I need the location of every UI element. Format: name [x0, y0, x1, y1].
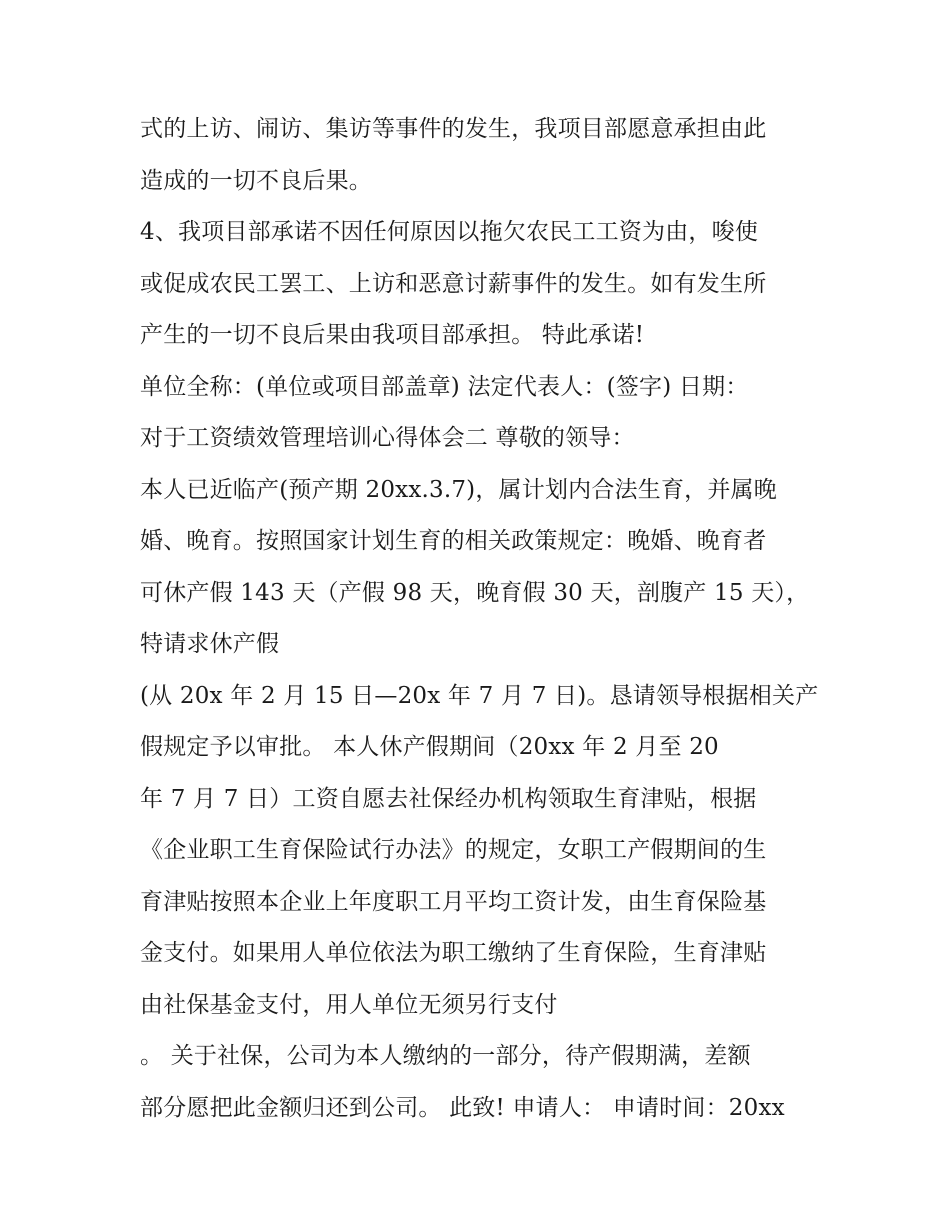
text-line: 单位全称：(单位或项目部盖章) 法定代表人：(签字) 日期： [140, 373, 749, 400]
text-line: 《企业职工生育保险试行办法》的规定，女职工产假期间的生 [140, 837, 767, 863]
text-line: 4、我项目部承诺不因任何原因以拖欠农民工工资为由，唆使 [140, 219, 759, 245]
text-line: 年 7 月 7 日）工资自愿去社保经办机构领取生育津贴，根据 [140, 785, 757, 812]
text-line: 特请求休产假 [140, 631, 280, 657]
text-line: 。 关于社保，公司为本人缴纳的一部分，待产假期满，差额 [140, 1043, 751, 1069]
text-line: 假规定予以审批。 本人休产假期间（20xx 年 2 月至 20 [140, 734, 719, 760]
document-body [140, 104, 820, 1134]
text-line: 或促成农民工罢工、上访和恶意讨薪事件的发生。如有发生所 [140, 270, 767, 297]
text-line: 产生的一切不良后果由我项目部承担。 特此承诺! [140, 322, 645, 348]
text-line: 婚、晚育。按照国家计划生育的相关政策规定：晚婚、晚育者 [140, 528, 767, 554]
text-line: 对于工资绩效管理培训心得体会二 尊敬的领导： [140, 425, 635, 451]
text-line: 造成的一切不良后果。 [140, 167, 372, 194]
text-line: 部分愿把此金额归还到公司。 此致! 申请人： 申请时间：20xx [140, 1094, 785, 1121]
text-line: 本人已近临产(预产期 20xx.3.7)，属计划内合法生育，并属晚 [140, 476, 777, 503]
text-line: 式的上访、闹访、集访等事件的发生，我项目部愿意承担由此 [140, 116, 767, 142]
text-line: 育津贴按照本企业上年度职工月平均工资计发，由生育保险基 [140, 888, 767, 915]
text-line: 由社保基金支付，用人单位无须另行支付 [140, 991, 558, 1018]
text-line: 金支付。如果用人单位依法为职工缴纳了生育保险，生育津贴 [140, 940, 767, 966]
text-line: 可休产假 143 天（产假 98 天，晚育假 30 天，剖腹产 15 天）， [140, 579, 810, 606]
text-line: (从 20x 年 2 月 15 日—20x 年 7 月 7 日)。恳请领导根据相关产 [140, 682, 819, 709]
